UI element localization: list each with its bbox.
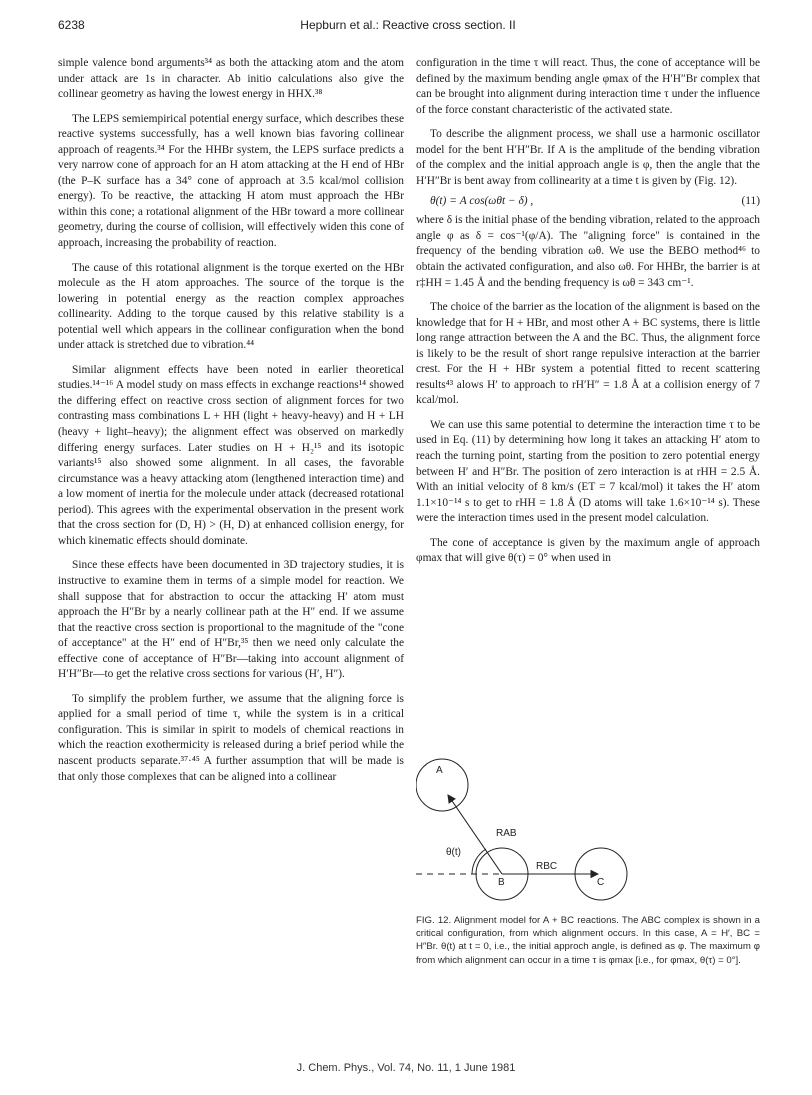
journal-footer: J. Chem. Phys., Vol. 74, No. 11, 1 June 1981 <box>296 1062 516 1074</box>
left-paragraph-6: To simplify the problem further, we assume that the aligning force is applied for a small period of time τ, while the system is in a critical configuration. This is similar in spirit to models of chemical reactions in which the reaction exothermicity is released during a brief period while the nascent products separate.³⁷·⁴⁵ A further assumption that will be made is that only those complexes that can be aligned into a collinear <box>58 692 404 783</box>
equation-11 <box>416 190 760 212</box>
equation-number: (11) <box>741 195 760 208</box>
running-head-title: Hepburn et al.: Reactive cross section. II <box>300 18 516 32</box>
page-number: 6238 <box>58 18 85 32</box>
left-paragraph-2: The LEPS semiempirical potential energy surface, which describes these reactive systems successfully, has a well known bias favoring collinear approach of reagents.³⁴ For the HHBr system, the LEPS surface predicts a very narrow cone of approach for an H atom attacking at the H end of HBr (the P–K surface has a 34° cone of approach at 3.5 kcal/mol collision energy). To be reactive, the attacking H atom must approach the HBr within this cone; a rotational alignment of the HBr toward a more collinear geometry, during the course of collision, will effectively widen this cone of approach, increasing the probability of reaction. <box>58 112 404 250</box>
left-paragraph-3: The cause of this rotational alignment is the torque exerted on the HBr molecule as the H atom approaches. The source of the torque is the lowering in potential energy as the reaction complex approaches collinearity. Adding to the torque caused by this relative stability is a potential well which appears in the collinear configuration when the bond under attack is stretched due to vibration.⁴⁴ <box>58 261 404 352</box>
atom-b-label: B <box>498 877 505 888</box>
r-ab-vector <box>448 795 502 874</box>
atom-a-label: A <box>436 765 443 776</box>
equation-expression: θ(t) = A cos(ωθt − δ) , <box>430 195 534 208</box>
left-paragraph-4: Similar alignment effects have been noted in earlier theoretical studies.¹⁴⁻¹⁶ A model study on mass effects in exchange reactions¹⁴ showed the differing effect on reactive cross section of alignment forces for two contrasting mass combinations L + HH (light + heavy-heavy) and H + LH (heavy + light–heavy); the alignment effect was observed on markedly differing energy surfaces. Later studies on H + H₂¹⁵ and its isotopic variants¹⁵ also showed some alignment. In all cases, the favorable circumstance was a heavy attacking atom (lengthened interaction time) and a low moment of inertia for the molecule under attack (decreased rotational period). This agrees with the experimental observation in the present work that the cross section for (D, H) > (H, D) at enhanced collision energy, for which kinematic effects should dominate. <box>58 363 404 547</box>
figure-12 <box>416 745 760 905</box>
right-paragraph-1: configuration in the time τ will react. Thus, the cone of acceptance will be defined by the maximum bending angle φmax of the H′H″Br complex that can be brought into alignment during interaction time τ under the influence of the force constant characteristic of the activated state. <box>416 57 760 116</box>
r-ab-label: RAB <box>496 828 517 839</box>
right-column <box>416 56 760 567</box>
left-paragraph-1: simple valence bond arguments³⁴ as both the attacking atom and the atom under attack are 1s in character. Ab initio calculations also give the collinear geometry as having the lowest energy in HHX.³⁸ <box>58 57 404 101</box>
right-paragraph-3: where δ is the initial phase of the bending vibration, related to the approach angle φ as δ = cos⁻¹(φ/A). The "aligning force" is contained in the frequency of the bending vibration ωθ. We use the BEBO method⁴⁶ to obtain the activated configuration, and also ωθ. For HHBr, the barrier is at r‡HH = 1.45 Å and the bending frequency is ωθ = 343 cm⁻¹. <box>416 214 760 289</box>
running-header <box>58 14 758 34</box>
right-paragraph-5: We can use this same potential to determine the interaction time τ to be used in Eq. (11) by determining how long it takes an attacking H′ atom to reach the turning point, starting from the position to zero potential energy between H′ and H″Br. The position of zero interaction is at rHH = 2.5 Å. With an initial velocity of 8 km/s (ET = 7 kcal/mol) it takes the H′ atom 1.1×10⁻¹⁴ s to get to rHH = 1.8 Å (D atoms will take 1.6×10⁻¹⁴ s). These were the interaction times used in the present model calculation. <box>416 418 760 525</box>
right-paragraph-4: The choice of the barrier as the location of the alignment is based on the knowledge that for H + HBr, and most other A + BC systems, there is little long range attraction between the A and the BC. Thus, the alignment force is likely to be the result of short range repulsive interaction at the barrier crest. For the H + HBr system a potential fitted to recent scattering results⁴³ alows H′ to approach to rH′H″ = 1.8 Å at a collision energy of 7 kcal/mol. <box>416 301 760 407</box>
r-bc-label: RBC <box>536 861 558 872</box>
atom-c-label: C <box>597 877 605 888</box>
alignment-diagram <box>416 745 760 905</box>
theta-label: θ(t) <box>446 847 461 858</box>
right-paragraph-6: The cone of acceptance is given by the maximum angle of approach φmax that will give θ(τ) = 0° when used in <box>416 536 760 565</box>
left-paragraph-5: Since these effects have been documented in 3D trajectory studies, it is instructive to examine them in terms of a simple model for reaction. We shall suppose that for abstraction to occur the attacking H′ atom must approach the H″Br by a nearly collinear path at the H″ end. If we assume that the reactive cross section is proportional to the magnitude of the "cone of acceptance" at the H″ end of H″Br,³⁵ then we need only calculate the effective cone of acceptance of H″Br—taking into account alignment of H′H″Br—to get the relative cross sections for various (H′, H″). <box>58 559 404 681</box>
figure-12-caption: FIG. 12. Alignment model for A + BC reactions. The ABC complex is shown in a critical configuration, from which alignment occurs. In this case, A = H′, BC = H″Br. θ(t) at t = 0, i.e., the initial approch angle, is defined as φ. The maximum φ from which alignment can occur in a time τ is φmax [i.e., for φmax, θ(τ) = 0°]. <box>416 915 760 966</box>
right-paragraph-2: To describe the alignment process, we shall use a harmonic oscillator model for the bent H′H″Br. If A is the amplitude of the bending vibration of the complex and the initial approach angle is φ, then the angle that the H′H″Br is bent away from collinearity at a time t is given by (Fig. 12). <box>416 128 760 187</box>
left-column <box>58 56 404 785</box>
